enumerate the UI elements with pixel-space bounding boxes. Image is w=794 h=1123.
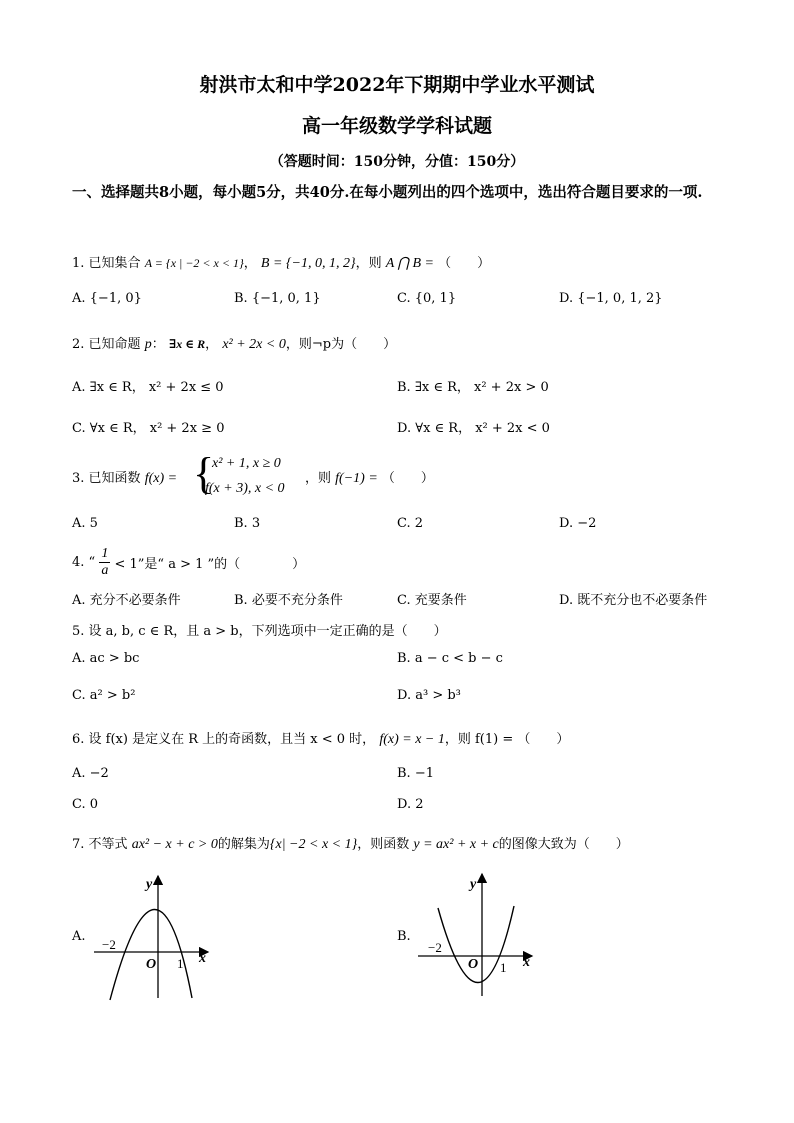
- question-3: [72, 467, 177, 487]
- q1-option-a[interactable]: A. {−1, 0}: [72, 291, 142, 306]
- q5-option-a[interactable]: A. ac > bc: [72, 651, 140, 666]
- q2-sep: ，: [205, 337, 219, 352]
- q6-tail: ，则 f(1) = （ ）: [444, 732, 570, 747]
- q3-option-c[interactable]: C. 2: [397, 516, 424, 531]
- question-6: [72, 728, 569, 748]
- question-2: [72, 333, 396, 353]
- q4-mid: < 1”是“ a > 1 ”的（ ）: [114, 557, 306, 572]
- x-axis-label: x: [523, 955, 530, 970]
- page-title: 射洪市太和中学2022年下期期中学业水平测试: [199, 74, 595, 96]
- q1-prefix: 1. 已知集合: [72, 256, 141, 271]
- q7-stem: 7. 不等式: [72, 837, 128, 852]
- q1-option-c[interactable]: C. {0, 1}: [397, 291, 457, 306]
- q7-graph-b[interactable]: [412, 868, 542, 1003]
- q2-colon: ：: [151, 337, 165, 352]
- q7-mid: 的解集为: [217, 837, 270, 852]
- q3-option-a[interactable]: A. 5: [72, 516, 98, 531]
- piecewise-brace: {: [193, 449, 215, 498]
- q3-option-b[interactable]: B. 3: [234, 516, 261, 531]
- q3-ask: f(−1) =: [335, 471, 378, 486]
- q7-graph-a[interactable]: [88, 868, 218, 1003]
- q1-expr: A ⋂ B =: [385, 256, 435, 271]
- question-1: [72, 252, 490, 272]
- q4-option-c[interactable]: C. 充要条件: [397, 593, 467, 608]
- origin-label: O: [146, 957, 157, 972]
- q3-option-d[interactable]: D. −2: [559, 516, 597, 531]
- q6-fx: f(x) = x − 1: [379, 732, 445, 747]
- q2-p: p: [144, 337, 152, 352]
- q7-ineq: ax² − x + c > 0: [131, 837, 218, 852]
- q2-option-a[interactable]: A. ∃x ∈ R， x² + 2x ≤ 0: [72, 380, 224, 395]
- q4-numerator: 1: [101, 546, 109, 561]
- neg-root-label: −2: [102, 937, 116, 952]
- q1-sep: ，: [243, 256, 257, 271]
- q3-tail: ，则: [305, 471, 332, 486]
- q2-option-d[interactable]: D. ∀x ∈ R， x² + 2x < 0: [397, 421, 550, 436]
- q4-denominator: a: [101, 563, 109, 578]
- q4-option-b[interactable]: B. 必要不充分条件: [234, 593, 343, 608]
- q2-option-c[interactable]: C. ∀x ∈ R， x² + 2x ≥ 0: [72, 421, 225, 436]
- exam-info: （答题时间：150分钟，分值：150分）: [269, 154, 525, 170]
- question-5: 5. 设 a, b, c ∈ R，且 a > b，下列选项中一定正确的是（ ）: [72, 624, 447, 639]
- q7-option-b-label[interactable]: B.: [397, 929, 411, 944]
- q1-set-a: A = {x | −2 < x < 1}: [144, 256, 244, 270]
- q5-option-c[interactable]: C. a² > b²: [72, 688, 136, 703]
- q2-tail: ，则¬p为（ ）: [285, 337, 397, 352]
- q5-option-b[interactable]: B. a − c < b − c: [397, 651, 503, 666]
- q6-option-d[interactable]: D. 2: [397, 797, 424, 812]
- q7-tail: 的图像大致为（ ）: [498, 837, 629, 852]
- q3-case-1: x² + 1, x ≥ 0: [212, 456, 281, 471]
- q4-option-d[interactable]: D. 既不充分也不必要条件: [559, 593, 708, 608]
- q5-option-d[interactable]: D. a³ > b³: [397, 688, 461, 703]
- q1-set-b: B = {−1, 0, 1, 2}: [260, 256, 356, 271]
- section-heading: 一、选择题共8小题，每小题5分，共40分.在每小题列出的四个选项中，选出符合题目要求的一项.: [72, 184, 703, 201]
- q7-mid2: ，则函数: [357, 837, 410, 852]
- q6-stem: 6. 设 f(x) 是定义在 R 上的奇函数，且当 x < 0 时，: [72, 732, 376, 747]
- question-7: [72, 833, 629, 853]
- q1-option-b[interactable]: B. {−1, 0, 1}: [234, 291, 321, 306]
- q7-option-a-label[interactable]: A.: [72, 929, 86, 944]
- q6-option-b[interactable]: B. −1: [397, 766, 434, 781]
- q2-option-b[interactable]: B. ∃x ∈ R， x² + 2x > 0: [397, 380, 549, 395]
- question-4: [72, 546, 305, 579]
- q4-prefix: 4. “: [72, 555, 96, 570]
- pos-root-label: 1: [177, 956, 184, 971]
- page-subtitle: 高一年级数学学科试题: [301, 115, 492, 137]
- q3-tail-line: [305, 467, 434, 487]
- q1-tail: ，则: [355, 256, 382, 271]
- y-axis-label: y: [470, 877, 477, 892]
- q6-option-c[interactable]: C. 0: [72, 797, 99, 812]
- q4-option-a[interactable]: A. 充分不必要条件: [72, 593, 181, 608]
- pos-root-label: 1: [500, 960, 507, 975]
- q6-option-a[interactable]: A. −2: [72, 766, 109, 781]
- q3-case-2: f(x + 3), x < 0: [205, 481, 285, 496]
- x-axis-label: x: [199, 951, 206, 966]
- q2-prefix: 2. 已知命题: [72, 337, 141, 352]
- q4-fraction: [99, 546, 110, 579]
- origin-label: O: [468, 957, 479, 972]
- q3-prefix: 3. 已知函数: [72, 471, 141, 486]
- q1-option-d[interactable]: D. {−1, 0, 1, 2}: [559, 291, 663, 306]
- parabola-down: [110, 909, 192, 1000]
- q7-set: {x| −2 < x < 1}: [269, 837, 358, 852]
- y-axis-label: y: [146, 877, 153, 892]
- q2-ineq: x² + 2x < 0: [222, 337, 286, 352]
- q3-f: f(x) =: [144, 471, 178, 486]
- neg-root-label: −2: [428, 940, 442, 955]
- q7-func: y = ax² + x + c: [413, 837, 499, 852]
- q1-blank: （ ）: [438, 256, 491, 271]
- q3-blank: （ ）: [381, 471, 434, 486]
- q2-exists: ∃x ∈ R: [168, 337, 206, 351]
